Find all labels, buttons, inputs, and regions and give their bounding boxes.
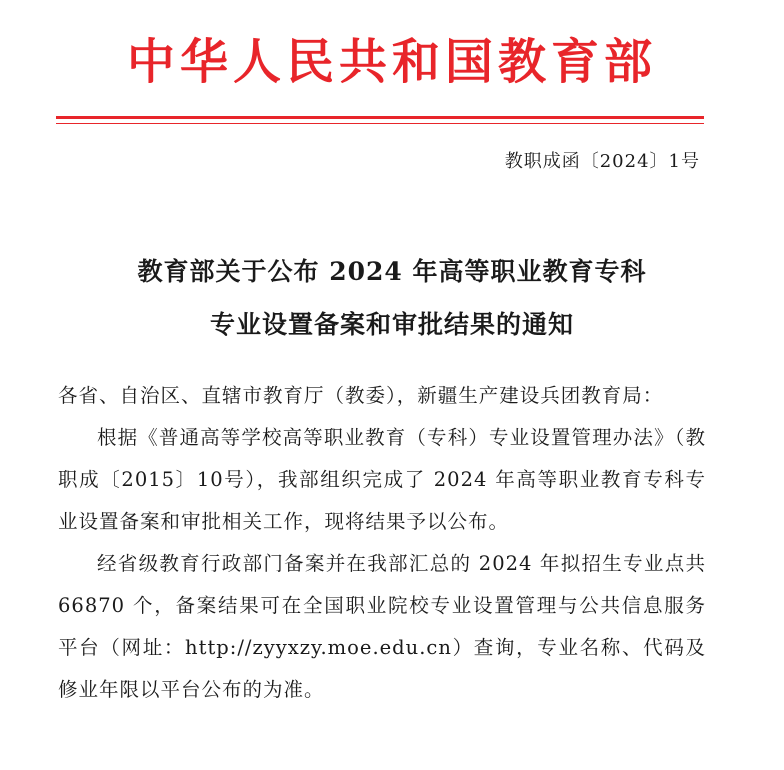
paragraph-basis: 根据《普通高等学校高等职业教育（专科）专业设置管理办法》（教职成〔2015〕10号），我部组织完成了 2024 年高等职业教育专科专业设置备案和审批相关工作，现将结果予以公布。 <box>58 426 706 533</box>
paragraph-results: 经省级教育行政部门备案并在我部汇总的 2024 年拟招生专业点共 66870 个，备案结果可在全国职业院校专业设置管理与公共信息服务平台（网址：http://zyyxzy.moe.edu.cn）查询，专业名称、代码及修业年限以平台公布的为准。 <box>58 552 706 701</box>
notice-title-line-2: 专业设置备案和审批结果的通知 <box>209 310 574 339</box>
notice-title-line-1: 教育部关于公布 2024 年高等职业教育专科 <box>137 257 647 286</box>
document-number: 教职成函〔2024〕1号 <box>504 151 700 172</box>
masthead-rule-thin <box>56 123 704 124</box>
addressee-line: 各省、自治区、直辖市教育厅（教委），新疆生产建设兵团教育局： <box>58 384 664 407</box>
issuer-masthead: 中华人民共和国教育部 <box>126 34 657 90</box>
masthead-rule-thick <box>56 116 704 119</box>
notice-body <box>58 375 706 711</box>
